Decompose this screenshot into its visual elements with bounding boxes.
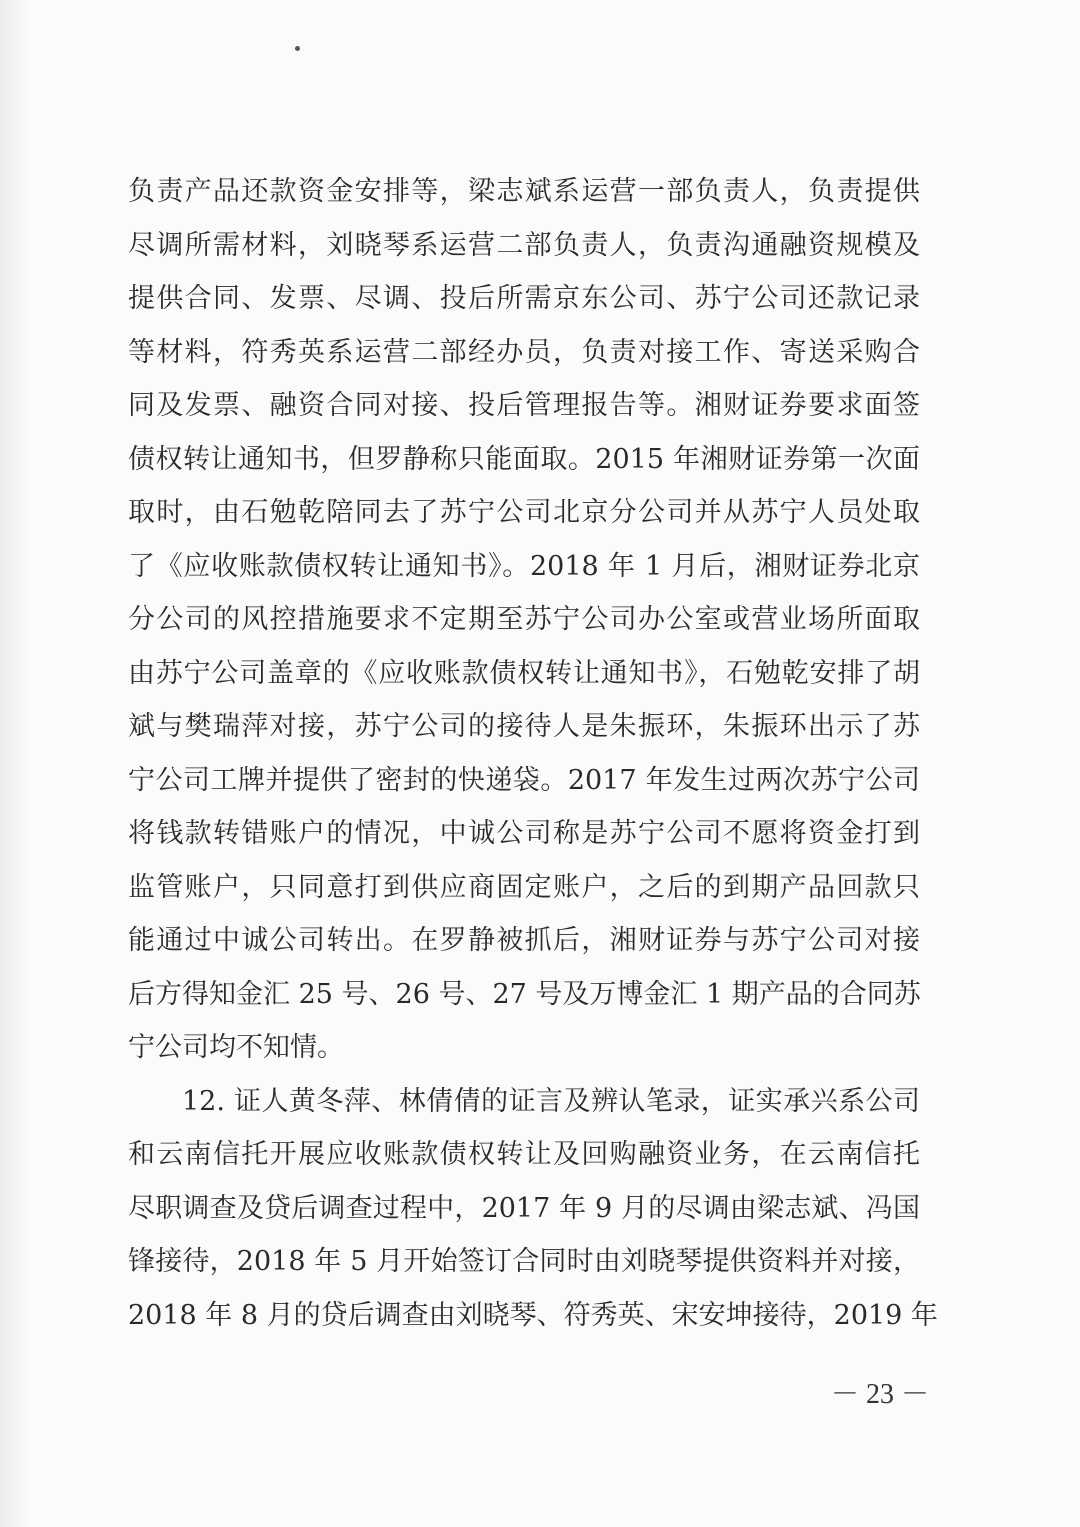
text-line: 负责产品还款资金安排等，梁志斌系运营一部负责人，负责提供	[128, 176, 920, 207]
text-line: 分公司的风控措施要求不定期至苏宁公司办公室或营业场所面取	[128, 604, 920, 635]
text-line: 同及发票、融资合同对接、投后管理报告等。湘财证券要求面签	[128, 390, 920, 421]
text-line: 能通过中诚公司转出。在罗静被抓后，湘财证券与苏宁公司对接	[128, 925, 920, 956]
text-line: 尽职调查及贷后调查过程中，2017 年 9 月的尽调由梁志斌、冯国	[128, 1192, 920, 1224]
text-line: 债权转让通知书，但罗静称只能面取。2015 年湘财证券第一次面	[128, 443, 920, 475]
text-line: 和云南信托开展应收账款债权转让及回购融资业务，在云南信托	[128, 1139, 920, 1170]
text-line: 监管账户，只同意打到供应商固定账户，之后的到期产品回款只	[128, 871, 920, 903]
scan-shadow-edge	[0, 0, 30, 1527]
scan-speck	[295, 46, 300, 51]
text-line: 宁公司均不知情。	[128, 1032, 344, 1063]
text-line: 提供合同、发票、尽调、投后所需京东公司、苏宁公司还款记录	[128, 283, 920, 314]
text-line: 锋接待，2018 年 5 月开始签订合同时由刘晓琴提供资料并对接，	[128, 1246, 920, 1277]
text-line: 后方得知金汇 25 号、26 号、27 号及万博金汇 1 期产品的合同苏	[128, 978, 921, 1010]
text-line: 尽调所需材料，刘晓琴系运营二部负责人，负责沟通融资规模及	[128, 229, 920, 261]
text-line: 取时，由石勉乾陪同去了苏宁公司北京分公司并从苏宁人员处取	[128, 497, 920, 528]
paragraph-start-line: 12. 证人黄冬萍、林倩倩的证言及辨认笔录，证实承兴系公司	[182, 1085, 920, 1117]
text-line: 斌与樊瑞萍对接，苏宁公司的接待人是朱振环，朱振环出示了苏	[128, 711, 920, 742]
page-number: － 23 －	[830, 1379, 929, 1410]
text-line: 宁公司工牌并提供了密封的快递袋。2017 年发生过两次苏宁公司	[128, 764, 920, 796]
text-line: 了《应收账款债权转让通知书》。2018 年 1 月后，湘财证券北京	[128, 550, 920, 582]
text-line: 2018 年 8 月的贷后调查由刘晓琴、符秀英、宋安坤接待，2019 年	[128, 1299, 938, 1331]
text-line: 由苏宁公司盖章的《应收账款债权转让通知书》，石勉乾安排了胡	[128, 657, 920, 689]
body-text	[128, 165, 938, 1342]
text-line: 将钱款转错账户的情况，中诚公司称是苏宁公司不愿将资金打到	[128, 818, 920, 849]
text-line: 等材料，符秀英系运营二部经办员，负责对接工作、寄送采购合	[128, 336, 920, 368]
